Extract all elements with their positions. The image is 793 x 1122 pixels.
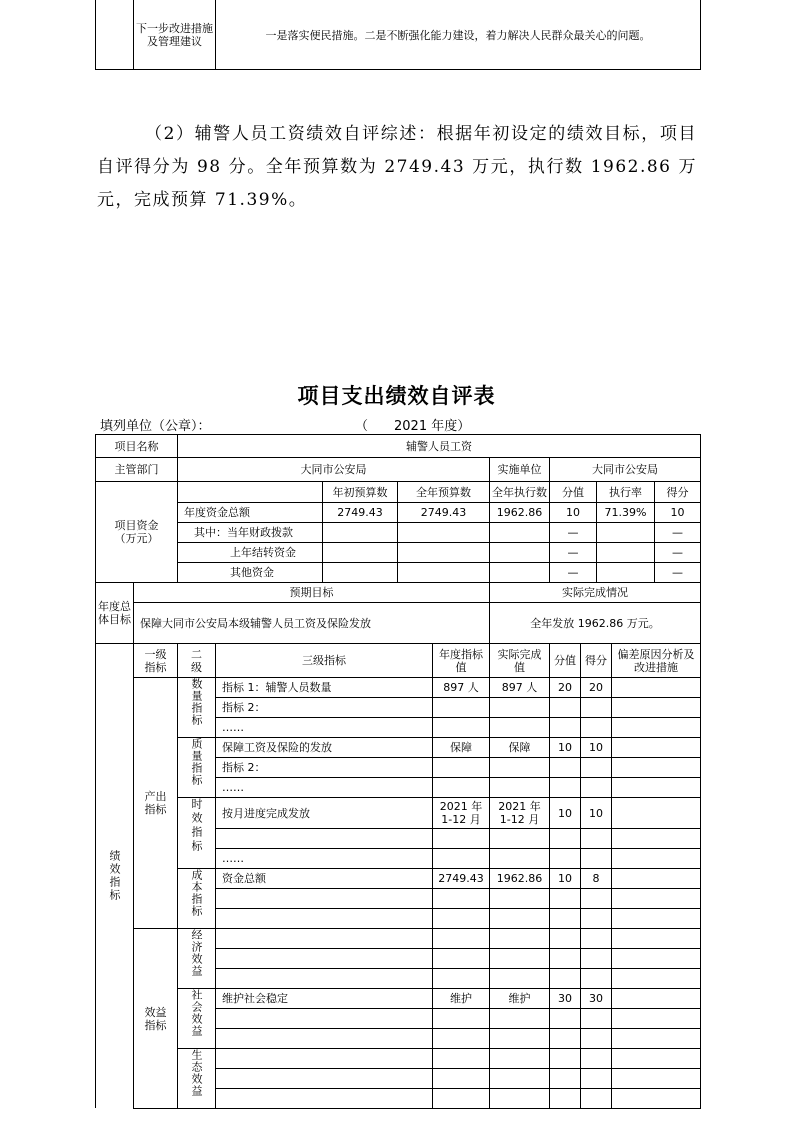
indicator-value: 10 xyxy=(558,741,572,754)
funds-value xyxy=(323,563,397,582)
indicator-value xyxy=(490,758,549,777)
indicator-value xyxy=(581,698,611,717)
indicator-value: 30 xyxy=(558,992,572,1005)
indicator-name: 维护社会稳定 xyxy=(222,992,288,1005)
funds-value xyxy=(398,543,489,562)
indicator-name: 指标 2： xyxy=(222,761,266,774)
indicator-value: 8 xyxy=(592,872,600,885)
goal-expected: 保障大同市公安局本级辅警人员工资及保险发放 xyxy=(140,616,371,630)
indicator-value: 维护 xyxy=(508,992,531,1005)
indicator-value: 维护 xyxy=(450,992,472,1005)
perf-h-3: 年度指标值 xyxy=(439,647,483,674)
funds-value: — xyxy=(672,566,683,579)
indicator-name: 指标 1：辅警人员数量 xyxy=(222,681,332,694)
perf-label: 绩效指标 xyxy=(108,850,121,902)
indicator-value: 保障 xyxy=(508,741,531,754)
lvl1-benefit: 效益指标 xyxy=(144,1005,167,1032)
indicator-value: 897 人 xyxy=(501,681,538,694)
funds-value xyxy=(597,563,654,582)
funds-value: — xyxy=(567,546,579,559)
indicator-value xyxy=(550,778,580,797)
indicator-name: …… xyxy=(222,852,244,865)
funds-col-2: 全年执行数 xyxy=(492,485,547,499)
lvl1-output: 产出指标 xyxy=(144,790,167,816)
summary-paragraph: （2）辅警人员工资绩效自评综述：根据年初设定的绩效目标，项目自评得分为 98 分。全年预算数为 2749.43 万元，执行数 1962.86 万元，完成预算 71.39%。 xyxy=(97,124,697,210)
indicator-value: 2021 年 1-12 月 xyxy=(498,800,541,826)
dept-label: 主管部门 xyxy=(114,463,159,476)
indicator-value xyxy=(490,698,549,717)
indicator-value: 1962.86 xyxy=(496,872,543,885)
funds-value: 1962.86 xyxy=(496,506,543,519)
funds-col-3: 分值 xyxy=(562,485,584,499)
lvl2-cost: 成本指标 xyxy=(190,869,203,917)
indicator-value: 20 xyxy=(558,681,572,694)
indicator-value xyxy=(433,698,489,717)
indicator-value xyxy=(550,849,580,868)
perf-h-5: 分值 xyxy=(554,654,576,667)
indicator-value xyxy=(433,849,489,868)
funds-row-current: 其中：当年财政拨款 xyxy=(194,526,293,539)
funds-value: — xyxy=(567,566,579,579)
indicator-value: 保障 xyxy=(450,741,472,754)
funds-value: — xyxy=(567,526,579,539)
funds-value: 71.39% xyxy=(604,506,647,519)
goal-actual-label: 实际完成情况 xyxy=(562,586,628,599)
lvl2-social: 社会效益 xyxy=(190,989,203,1037)
funds-value xyxy=(597,523,654,542)
indicator-value: 30 xyxy=(589,992,603,1005)
funds-value xyxy=(398,563,489,582)
project-name: 辅警人员工资 xyxy=(406,439,472,453)
improvement-label: 下一步改进措施及管理建议 xyxy=(136,22,213,48)
funds-value: 10 xyxy=(566,506,580,519)
impl: 大同市公安局 xyxy=(592,463,658,476)
funds-value xyxy=(323,523,397,542)
indicator-value: 20 xyxy=(589,681,603,694)
lvl2-quality: 质量指标 xyxy=(190,738,203,786)
indicator-name: 按月进度完成发放 xyxy=(222,806,310,820)
indicator-value xyxy=(490,849,549,868)
indicator-value xyxy=(550,758,580,777)
funds-value: — xyxy=(672,546,683,559)
indicator-value xyxy=(550,718,580,737)
funds-col-0: 年初预算数 xyxy=(332,485,388,499)
indicator-value xyxy=(581,718,611,737)
improvement-content: 一是落实便民措施。二是不断强化能力建设，着力解决人民群众最关心的问题。 xyxy=(265,28,651,42)
impl-label: 实施单位 xyxy=(497,462,542,476)
indicator-name: 保障工资及保险的发放 xyxy=(222,741,332,754)
funds-value xyxy=(597,543,654,562)
indicator-value: 10 xyxy=(558,872,572,885)
perf-h-0: 一级指标 xyxy=(144,647,167,674)
goal-expected-label: 预期目标 xyxy=(289,586,334,599)
project-name-label: 项目名称 xyxy=(114,439,159,453)
funds-value: 2749.43 xyxy=(420,506,467,519)
indicator-value: 10 xyxy=(589,741,603,754)
perf-h-2: 三级指标 xyxy=(302,654,346,667)
dept: 大同市公安局 xyxy=(300,463,367,476)
indicator-value: 10 xyxy=(558,806,572,820)
funds-col-5: 得分 xyxy=(666,485,689,499)
funds-value: 2749.43 xyxy=(337,506,383,519)
indicator-value xyxy=(490,718,549,737)
indicator-value xyxy=(581,849,611,868)
indicator-value xyxy=(550,698,580,717)
funds-value: — xyxy=(672,526,683,539)
funds-value xyxy=(490,543,549,562)
funds-value xyxy=(323,543,397,562)
indicator-name: 指标 2： xyxy=(222,701,266,714)
funds-row-carryover: 上年结转资金 xyxy=(230,546,296,559)
funds-row-other: 其他资金 xyxy=(230,566,274,579)
fill-unit-label: 填列单位（公章）： xyxy=(100,419,211,434)
indicator-value: 897 人 xyxy=(443,681,479,694)
indicator-value xyxy=(433,778,489,797)
funds-value xyxy=(490,563,549,582)
funds-value xyxy=(398,523,489,542)
indicator-value xyxy=(490,778,549,797)
indicator-name: …… xyxy=(222,781,244,794)
page-title: 项目支出绩效自评表 xyxy=(297,383,496,408)
indicator-value xyxy=(433,718,489,737)
indicator-value: 10 xyxy=(589,806,603,820)
indicator-value: 2749.43 xyxy=(438,872,484,885)
lvl2-quantity: 数量指标 xyxy=(190,678,203,726)
perf-h-6: 得分 xyxy=(585,654,607,667)
indicator-name: 资金总额 xyxy=(222,872,266,885)
perf-h-7: 偏差原因分析及改进措施 xyxy=(617,647,695,674)
indicator-value xyxy=(581,758,611,777)
funds-row-total: 年度资金总额 xyxy=(184,506,250,519)
goal-label: 年度总体目标 xyxy=(98,600,131,626)
funds-col-4: 执行率 xyxy=(609,485,642,499)
indicator-value xyxy=(433,758,489,777)
year-label: （ 2021 年度） xyxy=(355,419,471,434)
goal-actual: 全年发放 1962.86 万元。 xyxy=(530,616,660,630)
perf-h-4: 实际完成值 xyxy=(497,647,542,674)
funds-col-1: 全年预算数 xyxy=(416,485,471,499)
funds-value xyxy=(490,523,549,542)
lvl2-ecological: 生态效益 xyxy=(190,1049,203,1097)
indicator-name: …… xyxy=(222,721,244,734)
perf-h-1: 二级 xyxy=(191,647,202,674)
funds-label: 项目资金（万元） xyxy=(114,519,159,545)
funds-value: 10 xyxy=(670,506,685,519)
lvl2-timeliness: 时效指标 xyxy=(190,798,203,854)
indicator-value xyxy=(581,778,611,797)
indicator-value: 2021 年 1-12 月 xyxy=(439,800,483,826)
lvl2-economic: 经济效益 xyxy=(190,929,203,977)
